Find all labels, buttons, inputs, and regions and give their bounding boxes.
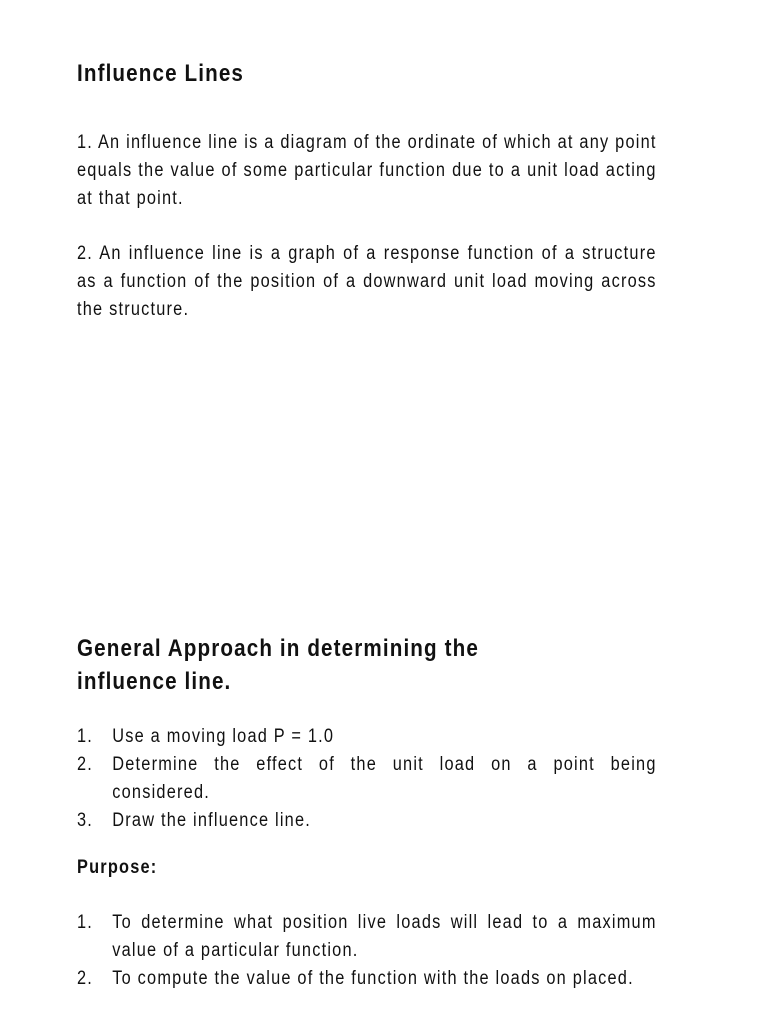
list-item-number: 3. [77,810,94,831]
list-item [77,807,657,835]
list-item [77,965,657,993]
list-item-text: Use a moving load P = 1.0 [112,726,335,747]
influence-lines-section [77,57,657,90]
purpose-items [77,909,657,993]
list-item-text: To compute the value of the function with the loads on placed. [112,968,634,989]
definition-2 [77,240,657,324]
definition-1-text: 1. An influence line is a diagram of the ordinate of which at any point equals the value of some particular function due to a unit load acting at that point. [77,132,657,209]
general-approach-section [77,632,657,698]
list-item [77,909,657,965]
approach-steps [77,723,657,835]
approach-steps-list [77,723,657,835]
list-item-text: Determine the effect of the unit load on a point being considered. [112,754,657,803]
definition-1 [77,129,657,213]
general-approach-heading-line2: influence line. [77,668,232,695]
general-approach-heading-line1: General Approach in determining the [77,635,479,662]
influence-lines-heading: Influence Lines [77,60,245,87]
list-item-number: 1. [77,912,94,933]
list-item-text: To determine what position live loads will lead to a maximum value of a particular function. [112,912,657,961]
purpose-list [77,909,657,993]
purpose-label: Purpose: [77,857,158,878]
list-item-number: 1. [77,726,94,747]
definition-2-text: 2. An influence line is a graph of a response function of a structure as a function of the position of a downward unit load moving across the structure. [77,243,657,320]
purpose-section [77,854,657,882]
list-item-number: 2. [77,754,94,775]
list-item-number: 2. [77,968,94,989]
list-item [77,751,657,807]
list-item-text: Draw the influence line. [112,810,312,831]
general-approach-heading [77,632,662,698]
list-item [77,723,657,751]
